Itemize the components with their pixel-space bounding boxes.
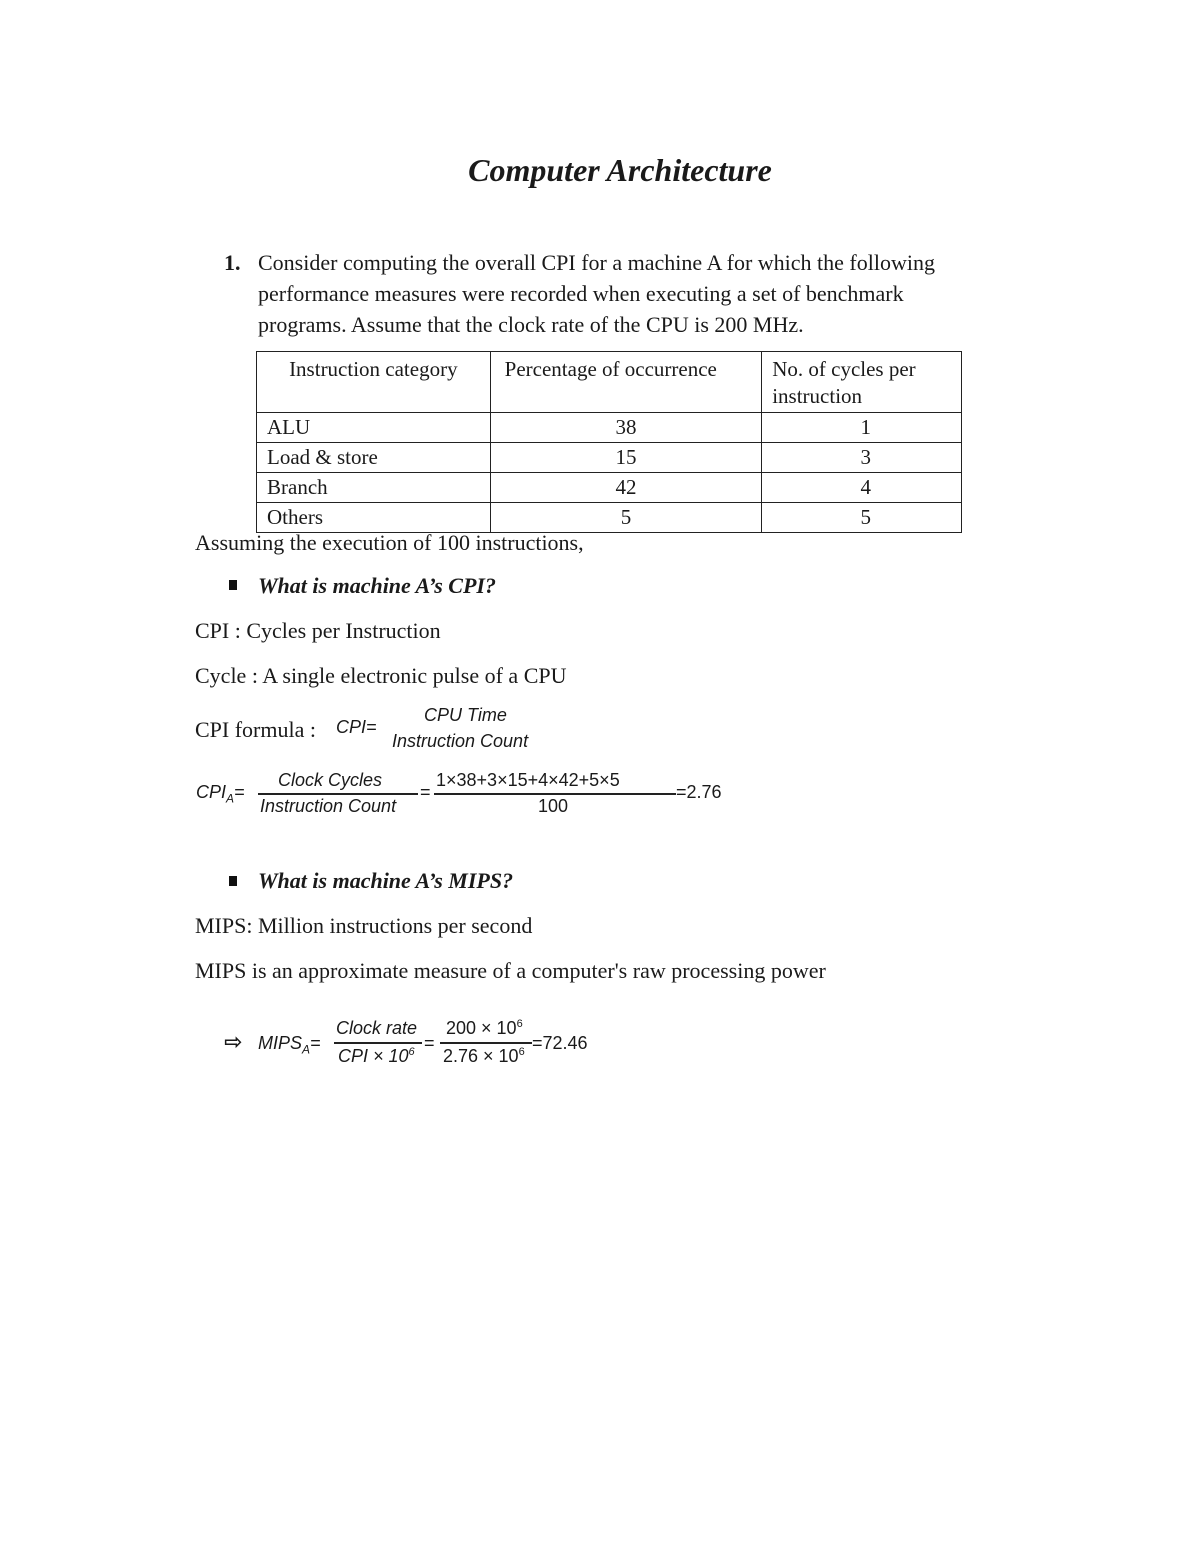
- document-title: Computer Architecture: [468, 152, 772, 188]
- header-percentage: Percentage of occurrence: [490, 352, 762, 413]
- mips-lhs: $MIPS_A=$: [258, 1033, 321, 1057]
- mips-numerator-1: Clock rate: [336, 1018, 418, 1038]
- percentage-cell: 42: [490, 473, 762, 503]
- question-line-1: Consider computing the overall CPI for a machine A for which the following: [258, 250, 935, 275]
- percentage-cell: 38: [490, 413, 762, 443]
- cycles-cell: 1: [762, 413, 962, 443]
- percentage-cell: 15: [490, 443, 762, 473]
- cpi-calc-lhs: $CPI_A=$: [196, 782, 245, 806]
- mips-description: MIPS is an approximate measure of a computer's raw processing power: [195, 958, 826, 983]
- cpi-question: What is machine A’s CPI?: [258, 573, 496, 598]
- fraction-line: [258, 793, 418, 795]
- cpi-calc-equals: =: [420, 782, 431, 802]
- mips-denominator-2: $2.76 \times 10^6$: [443, 1046, 525, 1066]
- cpi-calc-denominator: Instruction Count: [260, 796, 397, 816]
- table-row: [257, 473, 962, 503]
- cpi-calc-expression: 1×38+3×15+4×42+5×5: [436, 770, 620, 790]
- header-cycles-line1: No. of cycles per: [772, 357, 916, 381]
- cycles-cell: 5: [762, 503, 962, 533]
- fraction-line: [334, 1042, 422, 1044]
- question-line-3: programs. Assume that the clock rate of the CPU is 200 MHz.: [258, 312, 804, 337]
- cpi-result: =2.76: [676, 782, 722, 802]
- cpi-formula-label: CPI formula :: [195, 717, 316, 742]
- category-cell: Load & store: [257, 443, 491, 473]
- bullet-icon: [229, 580, 237, 590]
- table-row: [257, 413, 962, 443]
- cpi-definition: CPI : Cycles per Instruction: [195, 618, 441, 643]
- bullet-icon: [229, 876, 237, 886]
- mips-numerator-2: $200 \times 10^6$: [446, 1018, 523, 1038]
- implies-arrow-icon: ⇨: [224, 1030, 243, 1055]
- fraction-line: [434, 793, 676, 795]
- table-header-row: [257, 352, 962, 413]
- header-cycles: [762, 352, 962, 413]
- mips-question: What is machine A’s MIPS?: [258, 868, 514, 893]
- cycles-cell: 3: [762, 443, 962, 473]
- fraction-line: [440, 1042, 532, 1044]
- header-instruction-category: Instruction category: [257, 352, 491, 413]
- mips-equals: =: [424, 1033, 435, 1053]
- percentage-cell: 5: [490, 503, 762, 533]
- performance-table: [256, 351, 962, 533]
- header-cycles-line2: instruction: [772, 384, 863, 408]
- question-line-2: performance measures were recorded when executing a set of benchmark: [258, 281, 904, 306]
- mips-denominator-1: CPI × $10^6$: [338, 1046, 415, 1066]
- cycle-definition: Cycle : A single electronic pulse of a CPU: [195, 663, 567, 688]
- question-number: 1.: [224, 250, 241, 275]
- category-cell: Others: [257, 503, 491, 533]
- cpi-calc-numerator: Clock Cycles: [278, 770, 383, 790]
- cpi-formula-denominator: Instruction Count: [392, 731, 529, 751]
- table-row: [257, 503, 962, 533]
- assuming-text: Assuming the execution of 100 instructions,: [195, 530, 584, 555]
- cpi-formula-lhs: CPI=: [336, 717, 377, 737]
- cpi-calc-instructions: 100: [538, 796, 569, 816]
- cycles-cell: 4: [762, 473, 962, 503]
- category-cell: Branch: [257, 473, 491, 503]
- mips-result: =72.46: [532, 1033, 588, 1053]
- table-row: [257, 443, 962, 473]
- mips-definition: MIPS: Million instructions per second: [195, 913, 533, 938]
- category-cell: ALU: [257, 413, 491, 443]
- cpi-formula-numerator: CPU Time: [424, 705, 507, 725]
